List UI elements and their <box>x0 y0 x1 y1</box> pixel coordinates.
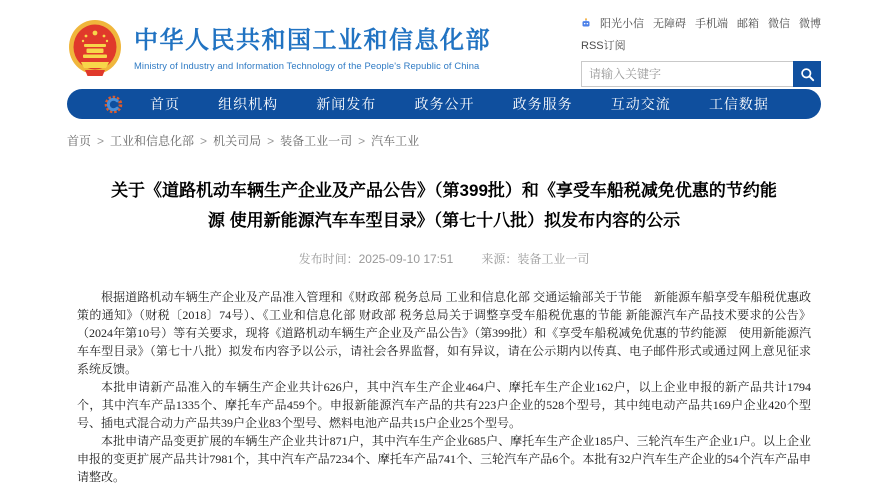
site-brand <box>67 13 491 85</box>
site-title: 中华人民共和国工业和信息化部 <box>134 27 491 55</box>
nav-item-data[interactable]: 工信数据 <box>708 96 769 112</box>
breadcrumb-separator: > <box>97 134 105 148</box>
article-meta <box>67 250 821 267</box>
nav-item-public-affairs[interactable]: 政务公开 <box>414 96 475 112</box>
publish-time: 2025-09-10 17:51 <box>358 251 454 266</box>
top-link-mail[interactable]: 邮箱 <box>737 18 759 30</box>
nav-items <box>150 94 769 114</box>
top-link-sunshine[interactable]: 阳光小信 <box>600 18 644 30</box>
breadcrumb-link-home[interactable]: 首页 <box>67 134 92 148</box>
rss-row <box>581 37 821 53</box>
publish-time-label: 发布时间： <box>298 251 359 266</box>
search-button[interactable] <box>793 61 821 87</box>
nav-item-home[interactable]: 首页 <box>150 96 180 112</box>
breadcrumb-separator: > <box>358 134 366 148</box>
nav-item-news[interactable]: 新闻发布 <box>316 96 377 112</box>
site-subtitle: Ministry of Industry and Information Technology of the People's Republic of China <box>134 59 480 71</box>
breadcrumb-link-equipment-industry[interactable]: 装备工业一司 <box>280 134 353 148</box>
article-paragraph: 根据道路机动车辆生产企业及产品准入管理和《财政部 税务总局 工业和信息化部 交通运输部关于节能 新能源车船享受车船税优惠政策的通知》（财税〔2018〕74号）、《工业和信息化部 财政部 税务总局关于调整享受车船税优惠的节能 新能源汽车产品技术要求的公告》（2024年第10号）等有关要求，现将《道路机动车辆生产企业及产品公告》（第399批）和《享受车船税减免优惠的节约能源 使用新能源汽车车型目录》（第七十八批）拟发布内容予以公示，请社会各界监督，如有异议，请在公示期内以传真、电子邮件形式或通过网上意见征求系统反馈。 <box>77 289 811 376</box>
nav-item-services[interactable]: 政务服务 <box>512 96 573 112</box>
page-title: 关于《道路机动车辆生产企业及产品公告》（第399批）和《享受车船税减免优惠的节约能源 使用新能源汽车车型目录》（第七十八批）拟发布内容的公示 <box>111 181 777 231</box>
article-paragraph: 本批申请产品变更扩展的车辆生产企业共计871户，其中汽车生产企业685户、摩托车生产企业185户、三轮汽车生产企业1户。以上企业申报的变更扩展产品共计7981个，其中汽车产品7234个、摩托车产品741个、三轮汽车产品6个。本批有32户汽车生产企业的54个汽车产品申请整改。 <box>77 433 811 484</box>
source-label: 来源： <box>481 251 518 266</box>
breadcrumb-current-auto-industry: 汽车工业 <box>371 134 420 148</box>
top-link-mobile[interactable]: 手机端 <box>695 18 728 30</box>
main-nav <box>67 89 821 119</box>
search-input[interactable] <box>581 61 793 87</box>
search-icon <box>800 67 815 82</box>
breadcrumb-link-miit[interactable]: 工业和信息化部 <box>110 134 195 148</box>
miit-gear-logo-icon <box>103 94 124 115</box>
breadcrumb-link-departments[interactable]: 机关司局 <box>213 134 262 148</box>
source-name: 装备工业一司 <box>517 251 590 266</box>
page <box>67 0 821 486</box>
header-top-links <box>581 15 821 31</box>
header-utility <box>581 13 821 85</box>
rss-link[interactable]: RSS订阅 <box>581 40 626 52</box>
article-body <box>77 288 811 486</box>
article-paragraph: 本批申请新产品准入的车辆生产企业共计626户，其中汽车生产企业464户、摩托车生产企业162户，以上企业申报的新产品共计1794个，其中汽车产品1335个、摩托车产品459个。申报新能源汽车产品的共有223户企业的528个型号，其中纯电动产品共169户企业420个型号、插电式混合动力产品共39户企业83个型号、燃料电池产品共15户企业25个型号。 <box>77 379 811 430</box>
breadcrumb-separator: > <box>200 134 208 148</box>
nav-item-interaction[interactable]: 互动交流 <box>610 96 671 112</box>
top-link-accessibility[interactable]: 无障碍 <box>653 18 686 30</box>
top-link-weibo[interactable]: 微博 <box>799 18 821 30</box>
search-bar <box>581 61 821 87</box>
breadcrumb <box>67 132 821 149</box>
site-header <box>67 0 821 85</box>
top-link-wechat[interactable]: 微信 <box>768 18 790 30</box>
brand-titles <box>134 27 491 71</box>
national-emblem-icon <box>67 18 123 80</box>
nav-item-organization[interactable]: 组织机构 <box>218 96 279 112</box>
breadcrumb-separator: > <box>267 134 275 148</box>
sunshine-robot-icon <box>581 17 591 29</box>
